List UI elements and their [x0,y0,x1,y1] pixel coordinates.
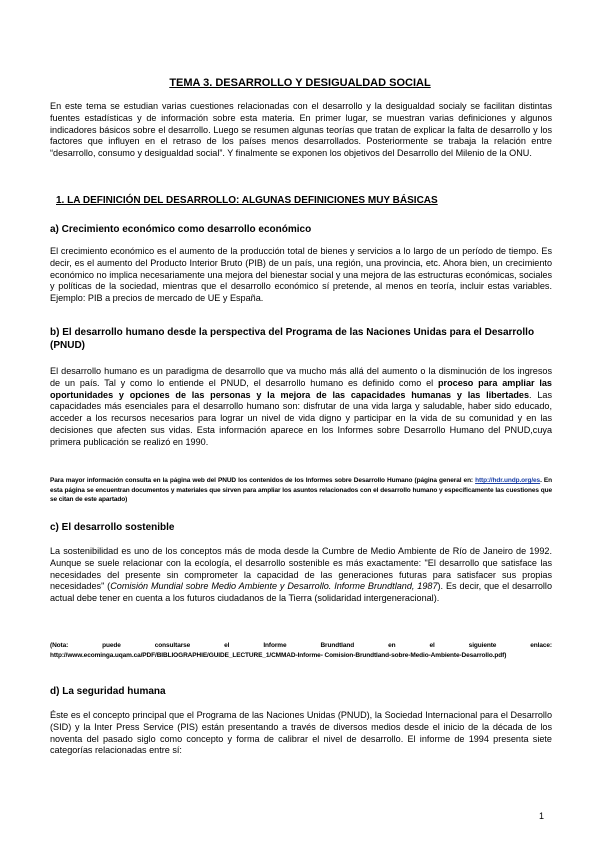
pnud-link[interactable]: http://hdr.undp.org/es [475,477,541,484]
brundtland-note-line1: (Nota: puede consultarse el Informe Brundtland en el siguiente enlace: [50,642,552,649]
subsection-b-text-part1: El desarrollo humano es un paradigma de desarrollo que va mucho más allá del aumento o la disminución de los ingresos de un país. Tal y como lo entiende el PNUD, el desarrollo humano es definido como el [50,366,552,388]
brundtland-citation: Comisión Mundial sobre Medio Ambiente y Desarrollo. Informe Brundtland, 1987 [110,581,438,592]
section-1-heading: 1. LA DEFINICIÓN DEL DESARROLLO: ALGUNAS DEFINICIONES MUY BÁSICAS [56,195,438,206]
subsection-b-text [50,366,552,449]
subsection-b-heading: b) El desarrollo humano desde la perspectiva del Programa de las Naciones Unidas para el Desarrollo (PNUD) [50,327,535,351]
subsection-c-text-part1: La sostenibilidad es uno de los conceptos más de moda desde la Cumbre de Medio Ambiente de Río de Janeiro de 1992. Aunque se suele relacionar con la ecología, el desarrollo sostenible es más exactamente: "El desarrollo que satisface las necesidades del presente sin comprometer la capacidad de las generaciones futuras para satisfacer sus propias necesidades" ( [50,546,552,592]
pnud-note [50,476,552,505]
subsection-a-heading: a) Crecimiento económico como desarrollo económico [50,224,312,235]
subsection-a-text: El crecimiento económico es el aumento de la producción total de bienes y servicios a lo largo de un período de tiempo. Es decir, es el aumento del Producto Interior Bruto (PIB) de un país, una región, una provincia, etc. Ahora bien, un crecimiento económico no implica necesariamente una mejora del bienestar social y una mejora de las estructuras económicas, sociales y políticas de la sociedad, mientras que el desarrollo económico sí pretende, al menos en teoría, incluir estas variables. Ejemplo: PIB a precios de mercado de UE y España. [50,246,552,304]
subsection-b-text-part2: . Las capacidades más esenciales para el desarrollo humano son: disfrutar de una vida larga y saludable, haber sido educado, acceder a los recursos necesarios para lograr un nivel de vida digno y participar en la vida de su comunidad y en las decisiones que afecten sus vidas. Esta información aparece en los Informes sobre Desarrollo Humano del PNUD,cuya primera publicación se realizó en 1990. [50,389,552,447]
subsection-c-heading: c) El desarrollo sostenible [50,522,175,533]
subsection-d-text: Éste es el concepto principal que el Programa de las Naciones Unidas (PNUD), la Sociedad Internacional para el Desarrollo (SID) y la Inter Press Service (PIS) están presentando a través de diversos medios desde el inicio de la década de los noventa del pasado siglo como concepto y forma de calibrar el nivel de desarrollo. El informe de 1994 presenta siete categorías relacionadas entre sí: [50,710,552,756]
subsection-d-heading: d) La seguridad humana [50,686,166,697]
subsection-b-text-bold: proceso para ampliar las oportunidades y opciones de las personas y la mejora de las capacidades humanas y las libertades [50,377,552,400]
intro-paragraph: En este tema se estudian varias cuestiones relacionadas con el desarrollo y la desigualdad socialy se facilitan distintas fuentes estadísticas y de información sobre esta materia. En primer lugar, se muestran varias definiciones y algunos indicadores básicos sobre el desarrollo. Luego se resumen algunas teorías que tratan de explicar la falta de desarrollo y los factores que influyen en el retraso de los países menos desarrollados. Posteriormente se trabaja la relación entre “desarrollo, consumo y desigualdad social”. Y finalmente se exponen los objetivos del Desarrollo del Milenio de la ONU. [50,101,552,159]
subsection-c-text [50,546,552,605]
subsection-c-text-part2: ). Es decir, que el desarrollo actual debe tener en cuenta a los futuros ciudadanos de la Tierra (solidaridad intergeneracional). [50,581,552,604]
page-number: 1 [539,811,545,821]
brundtland-note-link[interactable]: http://www.ecominga.uqam.ca/PDF/BIBLIOGRAPHIE/GUIDE_LECTURE_1/CMMAD-Informe- Comision-Brundtland-sobre-Medio-Ambiente-Desarrollo.pdf) [50,652,507,659]
document-title: TEMA 3. DESARROLLO Y DESIGUALDAD SOCIAL [169,77,431,89]
pnud-note-part1: Para mayor información consulta en la página web del PNUD los contenidos de los Informes sobre Desarrollo Humano (página general en: [50,477,476,484]
pnud-note-part2: . En esta página se encuentran documentos y materiales que sirven para ampliar los asuntos relacionados con el desarrollo humano y específicamente las cuestiones que se citan de este apartado) [50,477,552,503]
